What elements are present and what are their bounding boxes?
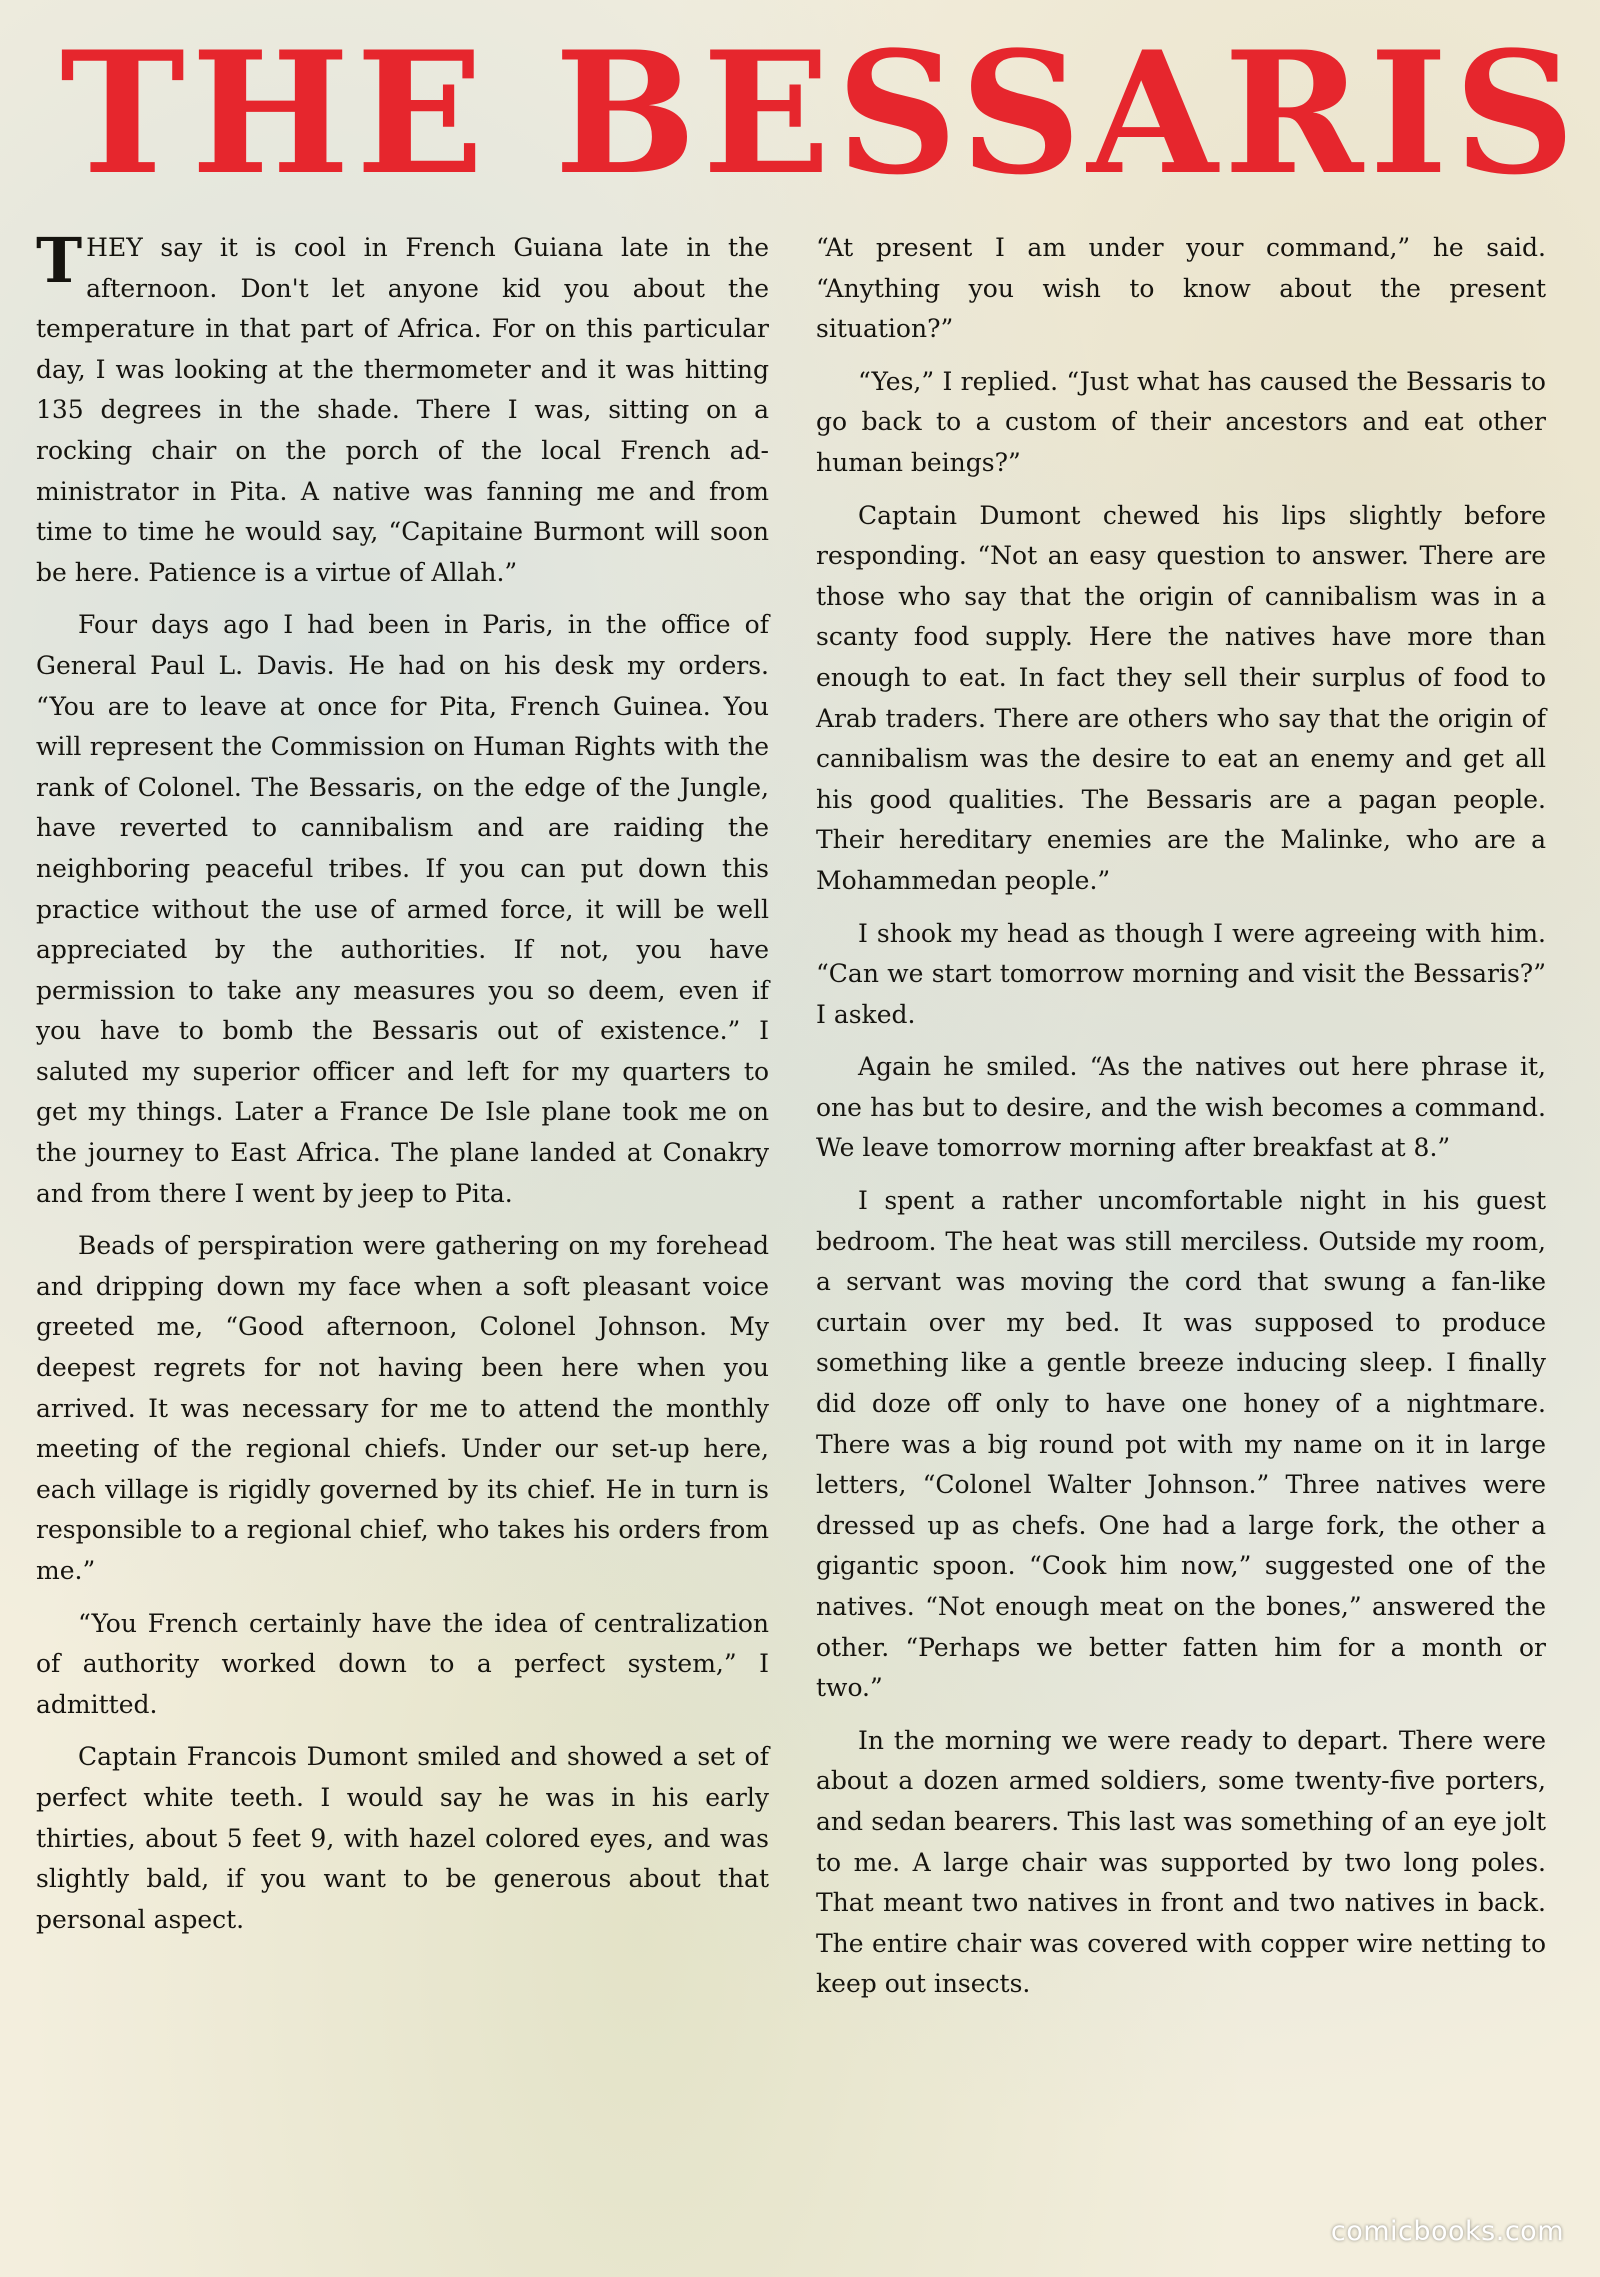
drop-cap: T	[36, 224, 83, 297]
story-paragraph: THEY say it is cool in French Guiana late in the afternoon. Don't let anyone kid you about the temperature in that part of Africa. For on this particular day, I was looking at the thermometer and it was hitting 135 degrees in the shade. There I was, sitting on a rocking chair on the porch of the local French administrator in Pita. A native was fanning me and from time to time he would say, “Capitaine Burmont will soon be here. Patience is a virtue of Allah.”	[36, 224, 769, 587]
story-paragraph: In the morning we were ready to depart. There were about a dozen armed soldiers, some twenty-five porters, and sedan bearers. This last was something of an eye jolt to me. A large chair was supported by two long poles. That meant two natives in front and two natives in back. The entire chair was covered with copper wire netting to keep out insects.	[816, 1725, 1546, 1999]
story-paragraph: Beads of perspiration were gathering on my forehead and dripping down my face when a soft pleasant voice greeted me, “Good afternoon, Colonel Johnson. My deepest regrets for not having been here when you arrived. It was necessary for me to attend the monthly meeting of the regional chiefs. Under our set-up here, each village is rigidly governed by its chief. He in turn is responsible to a regional chief, who takes his orders from me.”	[36, 1231, 769, 1585]
story-paragraph: Four days ago I had been in Paris, in the office of General Paul L. Davis. He had on his desk my orders. “You are to leave at once for Pita, French Guinea. You will represent the Commission on Human Rights with the rank of Colonel. The Bessaris, on the edge of the Jungle, have reverted to cannibalism and are raiding the neighboring peaceful tribes. If you can put down this practice without the use of armed force, it will be well appreciated by the authorities. If not, you have permission to take any measures you so deem, even if you have to bomb the Bessaris out of existence.” I saluted my superior officer and left for my quarters to get my things. Later a France De Isle plane took me on the journey to East Africa. The plane landed at Conakry and from there I went by jeep to Pita.	[36, 610, 769, 1208]
story-title: THE BESSARIS	[60, 14, 1582, 212]
story-paragraph: Captain Francois Dumont smiled and showed a set of perfect white teeth. I would say he was in his early thirties, about 5 feet 9, with hazel colored eyes, and was slightly bald, if you want to be generous about that personal aspect.	[36, 1742, 769, 1934]
left-text-column	[36, 224, 769, 2218]
story-paragraph: I spent a rather uncomfortable night in his guest bedroom. The heat was still merciless. Outside my room, a servant was moving the cord that swung a fan-like curtain over my bed. It was supposed to produce something like a gentle breeze inducing sleep. I finally did doze off only to have one honey of a nightmare. There was a big round pot with my name on it in large letters, “Colonel Walter Johnson.” Three natives were dressed up as chefs. One had a large fork, the other a gigantic spoon. “Cook him now,” suggested one of the natives. “Not enough meat on the bones,” answered the other. “Perhaps we better fatten him for a month or two.”	[816, 1186, 1546, 1703]
story-paragraph: “At present I am under your command,” he said. “Anything you wish to know about the present situation?”	[816, 233, 1546, 344]
story-paragraph: “Yes,” I replied. “Just what has caused the Bessaris to go back to a custom of their ancestors and eat other human beings?”	[816, 366, 1546, 477]
source-watermark: comicbooks.com	[1330, 2216, 1564, 2247]
right-text-column	[816, 228, 1546, 2218]
story-paragraph: Captain Dumont chewed his lips slightly before responding. “Not an easy question to answer. There are those who say that the origin of cannibalism was in a scanty food supply. Here the natives have more than enough to eat. In fact they sell their surplus of food to Arab traders. There are others who say that the origin of cannibalism was the desire to eat an enemy and get all his good qualities. The Bessaris are a pagan people. Their hereditary enemies are the Malinke, who are a Mohammedan people.”	[816, 500, 1546, 895]
story-paragraph: Again he smiled. “As the natives out here phrase it, one has but to desire, and the wish becomes a command. We leave tomorrow morning after breakfast at 8.”	[816, 1052, 1546, 1163]
story-paragraph: “You French certainly have the idea of centralization of authority worked down to a perfect system,” I admitted.	[36, 1608, 769, 1719]
story-paragraph: I shook my head as though I were agreeing with him. “Can we start tomorrow morning and visit the Bessaris?” I asked.	[816, 918, 1546, 1029]
